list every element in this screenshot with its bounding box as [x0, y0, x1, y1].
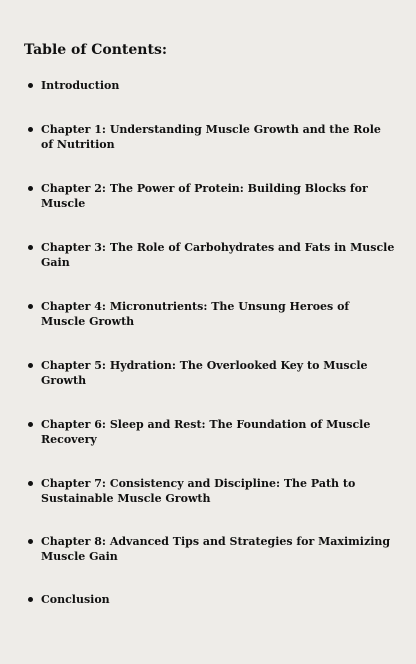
bullet-icon: [28, 186, 33, 191]
toc-item-label: Chapter 2: The Power of Protein: Building Blocks for Muscle: [41, 182, 368, 210]
bullet-icon: [28, 539, 33, 544]
toc-item-label: Chapter 8: Advanced Tips and Strategies for Maximizing Muscle Gain: [41, 535, 391, 563]
toc-item-conclusion: [24, 592, 396, 607]
toc-item-chapter-2: [24, 181, 396, 211]
toc-item-label: Chapter 7: Consistency and Discipline: The Path to Sustainable Muscle Growth: [41, 477, 356, 505]
bullet-icon: [28, 481, 33, 486]
toc-item-chapter-7: [24, 476, 396, 506]
bullet-icon: [28, 127, 33, 132]
bullet-icon: [28, 363, 33, 368]
toc-item-introduction: [24, 78, 396, 93]
toc-item-chapter-6: [24, 417, 396, 447]
bullet-icon: [28, 304, 33, 309]
toc-item-chapter-8: [24, 534, 396, 564]
bullet-icon: [28, 422, 33, 427]
toc-item-chapter-5: [24, 358, 396, 388]
bullet-icon: [28, 597, 33, 602]
toc-item-label: Chapter 3: The Role of Carbohydrates and Fats in Muscle Gain: [41, 241, 395, 269]
toc-item-label: Chapter 4: Micronutrients: The Unsung Heroes of Muscle Growth: [41, 300, 350, 328]
toc-item-label: Introduction: [41, 79, 120, 92]
toc-list: [24, 78, 396, 607]
toc-item-chapter-3: [24, 240, 396, 270]
toc-item-label: Conclusion: [41, 593, 110, 606]
toc-item-label: Chapter 5: Hydration: The Overlooked Key to Muscle Growth: [41, 359, 368, 387]
toc-item-chapter-1: [24, 122, 396, 152]
toc-item-label: Chapter 6: Sleep and Rest: The Foundation of Muscle Recovery: [41, 418, 371, 446]
toc-title: Table of Contents:: [24, 42, 168, 58]
toc-item-label: Chapter 1: Understanding Muscle Growth and the Role of Nutrition: [41, 123, 381, 151]
bullet-icon: [28, 83, 33, 88]
toc-item-chapter-4: [24, 299, 396, 329]
bullet-icon: [28, 245, 33, 250]
